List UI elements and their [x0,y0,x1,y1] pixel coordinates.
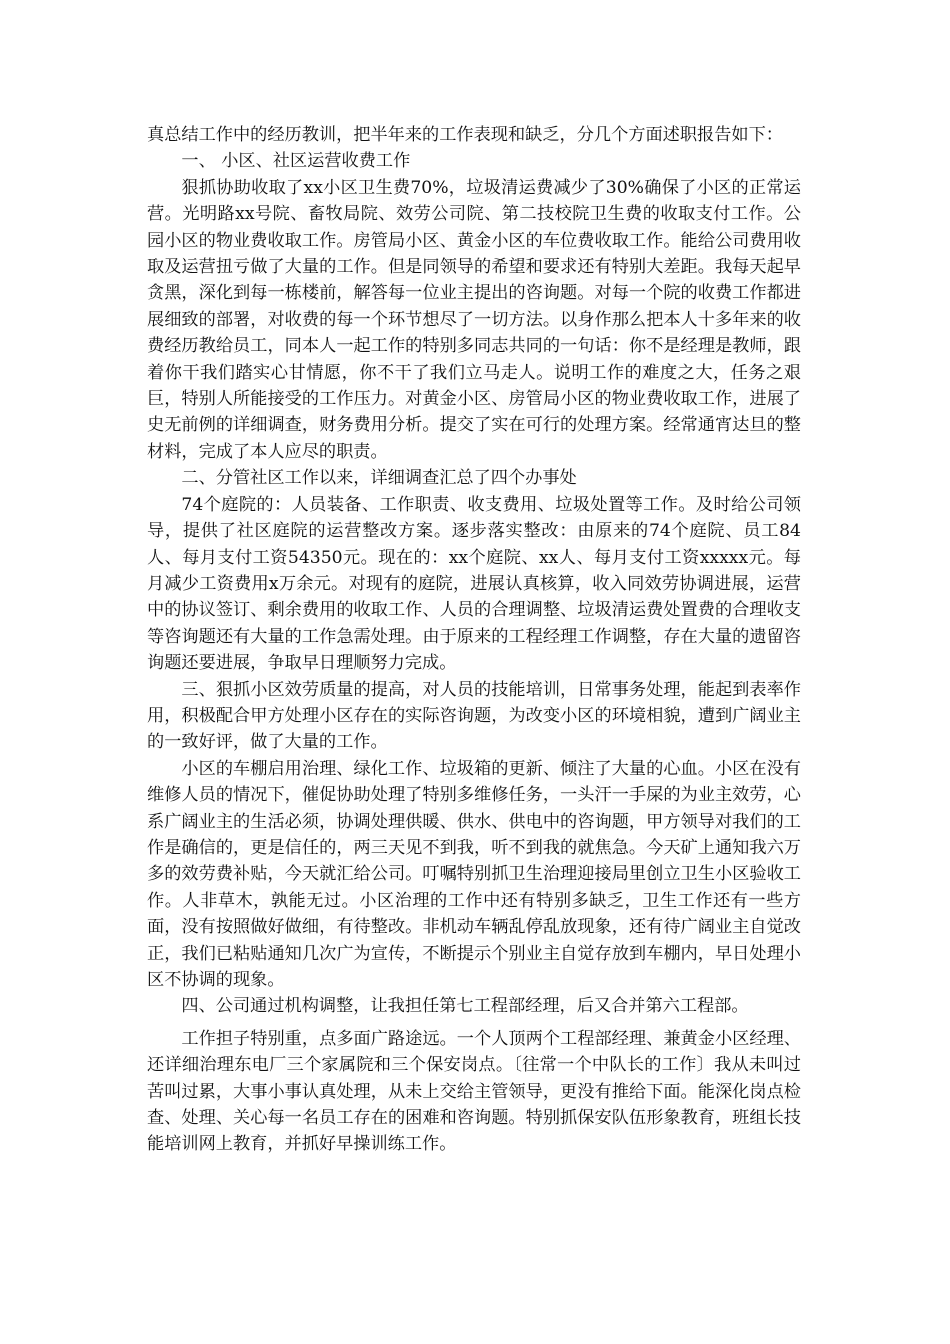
section-heading-1: 一、 小区、社区运营收费工作 [181,151,411,172]
paragraph-community-management: 小区的车棚启用治理、绿化工作、垃圾箱的更新、倾注了大量的心血。小区在没有维修人员的情况下，催促协助处理了特别多维修任务，一头汗一手屎的为业主效劳，心系广阔业主的生活必须，协调处理供暖、供水、供电中的咨询题，甲方领导对我们的工作是确信的，更是信任的，两三天见不到我，听不到我的就焦急。今天矿上通知我六万多的效劳费补贴，今天就汇给公司。叮嘱特别抓卫生治理迎接局里创立卫生小区验收工作。人非草木，孰能无过。小区治理的工作中还有特别多缺乏，卫生工作还有一些方面，没有按照做好做细，有待整改。非机动车辆乱停乱放现象，还有待广阔业主自觉改正，我们已粘贴通知几次广为宣传，不断提示个别业主自觉存放到车棚内，早日处理小区不协调的现象。 [147,758,801,990]
document-body [147,122,801,1158]
section-heading-3-paragraph: 三、狠抓小区效劳质量的提高，对人员的技能培训，日常事务处理，能起到表率作用，积极配合甲方处理小区存在的实际咨询题，为改变小区的环境相貌，遭到广阔业主的一致好评，做了大量的工作。 [147,679,801,753]
paragraph-workload: 工作担子特别重，点多面广路途远。一个人顶两个工程部经理、兼黄金小区经理、还详细治理东电厂三个家属院和三个保安岗点。〔往常一个中队长的工作〕我从未叫过苦叫过累，大事小事认真处理，从未上交给主管领导，更没有推给下面。能深化岗点检查、处理、关心每一名员工存在的困难和咨询题。特别抓保安队伍形象教育，班组长技能培训网上教育，并抓好早操训练工作。 [147,1028,801,1155]
paragraph-fee-collection: 狠抓协助收取了xx小区卫生费70%，垃圾清运费减少了30%确保了小区的正常运营。光明路xx号院、畜牧局院、效劳公司院、第二技校院卫生费的收取支付工作。公园小区的物业费收取工作。房管局小区、黄金小区的车位费收取工作。能给公司费用收取及运营扭亏做了大量的工作。但是同领导的希望和要求还有特别大差距。我每天起早贪黑，深化到每一栋楼前，解答每一位业主提出的咨询题。对每一个院的收费工作都进展细致的部署，对收费的每一个环节想尽了一切方法。以身作那么把本人十多年来的收费经历教给员工，同本人一起工作的特别多同志共同的一句话：你不是经理是教师，跟着你干我们踏实心甘情愿，你不干了我们立马走人。说明工作的难度之大，任务之艰巨，特别人所能接受的工作压力。对黄金小区、房管局小区的物业费收取工作，进展了史无前例的详细调查，财务费用分析。提交了实在可行的处理方案。经常通宵达旦的整材料，完成了本人应尽的职责。 [147,177,801,462]
section-heading-2: 二、分管社区工作以来，详细调查汇总了四个办事处 [181,468,577,489]
section-heading-4: 四、公司通过机构调整，让我担任第七工程部经理，后又合并第六工程部。 [181,996,749,1017]
paragraph-intro-continuation: 真总结工作中的经历教训，把半年来的工作表现和缺乏，分几个方面述职报告如下： [147,125,783,145]
paragraph-courtyard-survey: 74个庭院的：人员装备、工作职责、收支费用、垃圾处置等工作。及时给公司领导，提供了社区庭院的运营整改方案。逐步落实整改：由原来的74个庭院、员工84人、每月支付工资54350元。现在的：xx个庭院、xx人、每月支付工资xxxxx元。每月减少工资费用x万余元。对现有的庭院，进展认真核算，收入同效劳协调进展，运营中的协议签订、剩余费用的收取工作、人员的合理调整、垃圾清运费处置费的合理收支等咨询题还有大量的工作急需处理。由于原来的工程经理工作调整，存在大量的遗留咨询题还要进展，争取早日理顺努力完成。 [147,494,801,674]
